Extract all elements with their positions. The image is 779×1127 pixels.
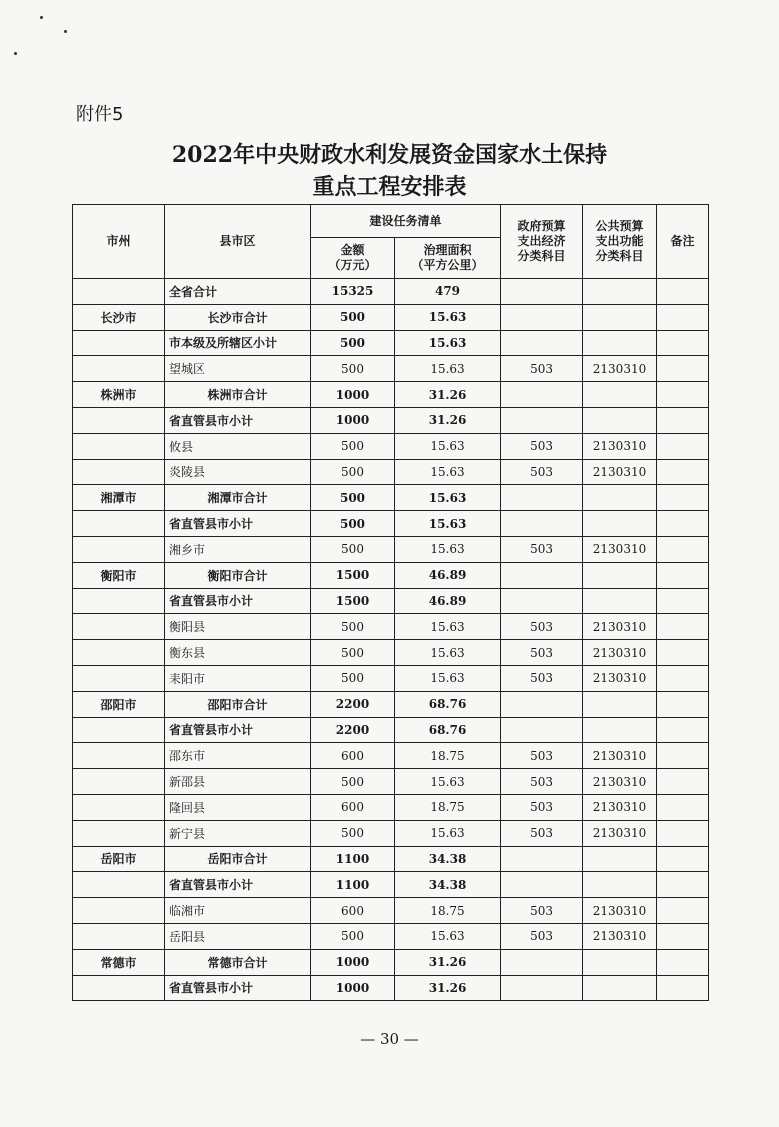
table-row [73, 407, 709, 433]
cell-func-category [583, 562, 657, 588]
cell-county: 省直管县市小计 [165, 717, 311, 743]
cell-county: 隆回县 [165, 794, 311, 820]
cell-func-category [583, 691, 657, 717]
cell-county: 邵阳市合计 [165, 691, 311, 717]
cell-amount: 500 [311, 485, 395, 511]
cell-func-category [583, 330, 657, 356]
cell-remark [657, 356, 709, 382]
cell-area: 15.63 [395, 820, 501, 846]
header-pub-budget: 公共预算 支出功能 分类科目 [583, 205, 657, 279]
cell-remark [657, 717, 709, 743]
cell-city [73, 356, 165, 382]
cell-area: 46.89 [395, 562, 501, 588]
cell-remark [657, 640, 709, 666]
cell-remark [657, 485, 709, 511]
cell-area: 31.26 [395, 975, 501, 1001]
table-row [73, 511, 709, 537]
cell-area: 15.63 [395, 769, 501, 795]
cell-area: 15.63 [395, 640, 501, 666]
table-row [73, 846, 709, 872]
cell-eco-category [501, 330, 583, 356]
cell-area: 15.63 [395, 330, 501, 356]
cell-func-category: 2130310 [583, 898, 657, 924]
cell-amount: 1500 [311, 562, 395, 588]
cell-eco-category: 503 [501, 640, 583, 666]
cell-remark [657, 949, 709, 975]
cell-func-category: 2130310 [583, 459, 657, 485]
cell-area: 15.63 [395, 511, 501, 537]
table-row [73, 691, 709, 717]
cell-city [73, 872, 165, 898]
cell-eco-category: 503 [501, 743, 583, 769]
cell-amount: 500 [311, 511, 395, 537]
cell-city: 邵阳市 [73, 691, 165, 717]
cell-amount: 1500 [311, 588, 395, 614]
table-row [73, 562, 709, 588]
cell-eco-category [501, 975, 583, 1001]
cell-func-category [583, 279, 657, 305]
scan-speck [14, 52, 17, 55]
cell-eco-category: 503 [501, 769, 583, 795]
cell-func-category: 2130310 [583, 743, 657, 769]
cell-eco-category [501, 588, 583, 614]
cell-county: 新宁县 [165, 820, 311, 846]
table-row [73, 769, 709, 795]
cell-area: 31.26 [395, 949, 501, 975]
cell-county: 湘潭市合计 [165, 485, 311, 511]
cell-county: 岳阳市合计 [165, 846, 311, 872]
table-row [73, 588, 709, 614]
header-city: 市州 [73, 205, 165, 279]
scan-speck [40, 16, 43, 19]
cell-eco-category: 503 [501, 459, 583, 485]
table-row [73, 923, 709, 949]
cell-city: 常德市 [73, 949, 165, 975]
cell-eco-category [501, 279, 583, 305]
cell-amount: 500 [311, 614, 395, 640]
cell-amount: 500 [311, 820, 395, 846]
cell-city: 岳阳市 [73, 846, 165, 872]
table-row [73, 433, 709, 459]
cell-area: 31.26 [395, 382, 501, 408]
cell-amount: 500 [311, 356, 395, 382]
header-gov-budget: 政府预算 支出经济 分类科目 [501, 205, 583, 279]
cell-remark [657, 536, 709, 562]
cell-city [73, 794, 165, 820]
cell-city [73, 898, 165, 924]
table-row [73, 614, 709, 640]
cell-func-category [583, 485, 657, 511]
table-row [73, 382, 709, 408]
cell-city [73, 279, 165, 305]
cell-eco-category [501, 949, 583, 975]
cell-eco-category: 503 [501, 665, 583, 691]
cell-amount: 600 [311, 743, 395, 769]
cell-area: 18.75 [395, 743, 501, 769]
cell-func-category: 2130310 [583, 820, 657, 846]
cell-eco-category [501, 485, 583, 511]
cell-remark [657, 691, 709, 717]
cell-area: 31.26 [395, 407, 501, 433]
cell-city [73, 511, 165, 537]
cell-remark [657, 872, 709, 898]
cell-city: 湘潭市 [73, 485, 165, 511]
cell-eco-category [501, 382, 583, 408]
cell-eco-category: 503 [501, 898, 583, 924]
cell-amount: 1000 [311, 975, 395, 1001]
cell-area: 34.38 [395, 872, 501, 898]
scan-speck [64, 30, 67, 33]
table-row [73, 485, 709, 511]
cell-eco-category [501, 872, 583, 898]
cell-amount: 500 [311, 330, 395, 356]
cell-func-category [583, 511, 657, 537]
cell-area: 15.63 [395, 614, 501, 640]
table-row [73, 536, 709, 562]
cell-county: 省直管县市小计 [165, 872, 311, 898]
cell-func-category [583, 975, 657, 1001]
header-area: 治理面积 （平方公里） [395, 238, 501, 279]
cell-func-category: 2130310 [583, 769, 657, 795]
cell-area: 18.75 [395, 794, 501, 820]
cell-area: 34.38 [395, 846, 501, 872]
cell-remark [657, 846, 709, 872]
cell-eco-category [501, 846, 583, 872]
page-number: — 30 — [360, 1030, 419, 1048]
cell-amount: 1100 [311, 872, 395, 898]
cell-area: 46.89 [395, 588, 501, 614]
cell-county: 市本级及所辖区小计 [165, 330, 311, 356]
cell-amount: 500 [311, 665, 395, 691]
cell-eco-category: 503 [501, 820, 583, 846]
cell-remark [657, 898, 709, 924]
cell-city: 长沙市 [73, 304, 165, 330]
cell-county: 常德市合计 [165, 949, 311, 975]
cell-amount: 1000 [311, 949, 395, 975]
cell-func-category [583, 717, 657, 743]
cell-county: 省直管县市小计 [165, 975, 311, 1001]
cell-county: 邵东市 [165, 743, 311, 769]
cell-amount: 1000 [311, 407, 395, 433]
cell-county: 临湘市 [165, 898, 311, 924]
cell-county: 攸县 [165, 433, 311, 459]
table-row [73, 820, 709, 846]
cell-amount: 1100 [311, 846, 395, 872]
table-row [73, 459, 709, 485]
cell-area: 479 [395, 279, 501, 305]
table-row [73, 330, 709, 356]
cell-county: 望城区 [165, 356, 311, 382]
cell-area: 15.63 [395, 536, 501, 562]
cell-amount: 500 [311, 459, 395, 485]
cell-amount: 2200 [311, 717, 395, 743]
cell-city [73, 588, 165, 614]
cell-amount: 500 [311, 433, 395, 459]
cell-area: 15.63 [395, 485, 501, 511]
cell-amount: 500 [311, 304, 395, 330]
cell-remark [657, 279, 709, 305]
cell-city [73, 769, 165, 795]
cell-amount: 500 [311, 769, 395, 795]
cell-remark [657, 433, 709, 459]
cell-county: 省直管县市小计 [165, 407, 311, 433]
cell-city [73, 665, 165, 691]
cell-city [73, 923, 165, 949]
cell-area: 68.76 [395, 717, 501, 743]
cell-eco-category [501, 304, 583, 330]
table-row [73, 304, 709, 330]
table-row [73, 872, 709, 898]
cell-amount: 500 [311, 536, 395, 562]
cell-city [73, 433, 165, 459]
cell-county: 新邵县 [165, 769, 311, 795]
page-title: 2022年中央财政水利发展资金国家水土保持 [171, 142, 608, 168]
header-task-list: 建设任务清单 [311, 205, 501, 238]
cell-county: 长沙市合计 [165, 304, 311, 330]
table-row [73, 279, 709, 305]
cell-eco-category: 503 [501, 794, 583, 820]
cell-city [73, 614, 165, 640]
cell-amount: 15325 [311, 279, 395, 305]
cell-eco-category: 503 [501, 923, 583, 949]
cell-func-category: 2130310 [583, 923, 657, 949]
page-subtitle: 重点工程安排表 [312, 174, 467, 200]
cell-county: 耒阳市 [165, 665, 311, 691]
cell-amount: 1000 [311, 382, 395, 408]
cell-remark [657, 743, 709, 769]
cell-area: 15.63 [395, 356, 501, 382]
cell-eco-category [501, 717, 583, 743]
table-row [73, 949, 709, 975]
cell-remark [657, 407, 709, 433]
cell-eco-category [501, 562, 583, 588]
cell-area: 15.63 [395, 304, 501, 330]
header-remark: 备注 [657, 205, 709, 279]
cell-remark [657, 562, 709, 588]
cell-city [73, 717, 165, 743]
cell-city [73, 743, 165, 769]
cell-amount: 500 [311, 923, 395, 949]
cell-eco-category [501, 407, 583, 433]
cell-func-category [583, 949, 657, 975]
cell-func-category: 2130310 [583, 433, 657, 459]
header-amount: 金额 （万元） [311, 238, 395, 279]
cell-city [73, 407, 165, 433]
cell-remark [657, 975, 709, 1001]
table-row [73, 743, 709, 769]
cell-func-category: 2130310 [583, 665, 657, 691]
cell-area: 15.63 [395, 923, 501, 949]
cell-func-category: 2130310 [583, 614, 657, 640]
cell-county: 省直管县市小计 [165, 588, 311, 614]
table-row [73, 975, 709, 1001]
cell-area: 15.63 [395, 459, 501, 485]
cell-amount: 600 [311, 794, 395, 820]
cell-county: 省直管县市小计 [165, 511, 311, 537]
cell-city [73, 975, 165, 1001]
cell-county: 全省合计 [165, 279, 311, 305]
cell-city: 株洲市 [73, 382, 165, 408]
cell-func-category: 2130310 [583, 356, 657, 382]
cell-remark [657, 459, 709, 485]
cell-func-category [583, 407, 657, 433]
cell-remark [657, 923, 709, 949]
cell-county: 炎陵县 [165, 459, 311, 485]
cell-remark [657, 769, 709, 795]
cell-eco-category: 503 [501, 536, 583, 562]
cell-city [73, 640, 165, 666]
cell-county: 湘乡市 [165, 536, 311, 562]
cell-remark [657, 588, 709, 614]
header-county: 县市区 [165, 205, 311, 279]
cell-county: 岳阳县 [165, 923, 311, 949]
cell-eco-category: 503 [501, 356, 583, 382]
cell-eco-category: 503 [501, 433, 583, 459]
cell-area: 18.75 [395, 898, 501, 924]
cell-func-category [583, 382, 657, 408]
cell-area: 15.63 [395, 433, 501, 459]
cell-func-category: 2130310 [583, 794, 657, 820]
cell-func-category: 2130310 [583, 640, 657, 666]
cell-city [73, 459, 165, 485]
cell-county: 衡阳市合计 [165, 562, 311, 588]
cell-func-category [583, 588, 657, 614]
table-row [73, 665, 709, 691]
cell-city [73, 536, 165, 562]
cell-county: 株洲市合计 [165, 382, 311, 408]
cell-eco-category [501, 691, 583, 717]
cell-remark [657, 794, 709, 820]
cell-area: 68.76 [395, 691, 501, 717]
cell-city: 衡阳市 [73, 562, 165, 588]
table-row [73, 717, 709, 743]
cell-remark [657, 820, 709, 846]
cell-county: 衡东县 [165, 640, 311, 666]
cell-func-category [583, 872, 657, 898]
table-row [73, 794, 709, 820]
cell-remark [657, 330, 709, 356]
table-row [73, 356, 709, 382]
cell-city [73, 820, 165, 846]
cell-func-category: 2130310 [583, 536, 657, 562]
cell-area: 15.63 [395, 665, 501, 691]
table-row [73, 898, 709, 924]
cell-func-category [583, 304, 657, 330]
cell-city [73, 330, 165, 356]
cell-remark [657, 304, 709, 330]
project-table [72, 204, 709, 1001]
cell-amount: 500 [311, 640, 395, 666]
table-row [73, 640, 709, 666]
attachment-label: 附件5 [76, 104, 124, 125]
cell-remark [657, 614, 709, 640]
cell-func-category [583, 846, 657, 872]
cell-amount: 2200 [311, 691, 395, 717]
cell-amount: 600 [311, 898, 395, 924]
cell-remark [657, 665, 709, 691]
cell-eco-category [501, 511, 583, 537]
cell-county: 衡阳县 [165, 614, 311, 640]
cell-remark [657, 382, 709, 408]
cell-eco-category: 503 [501, 614, 583, 640]
cell-remark [657, 511, 709, 537]
